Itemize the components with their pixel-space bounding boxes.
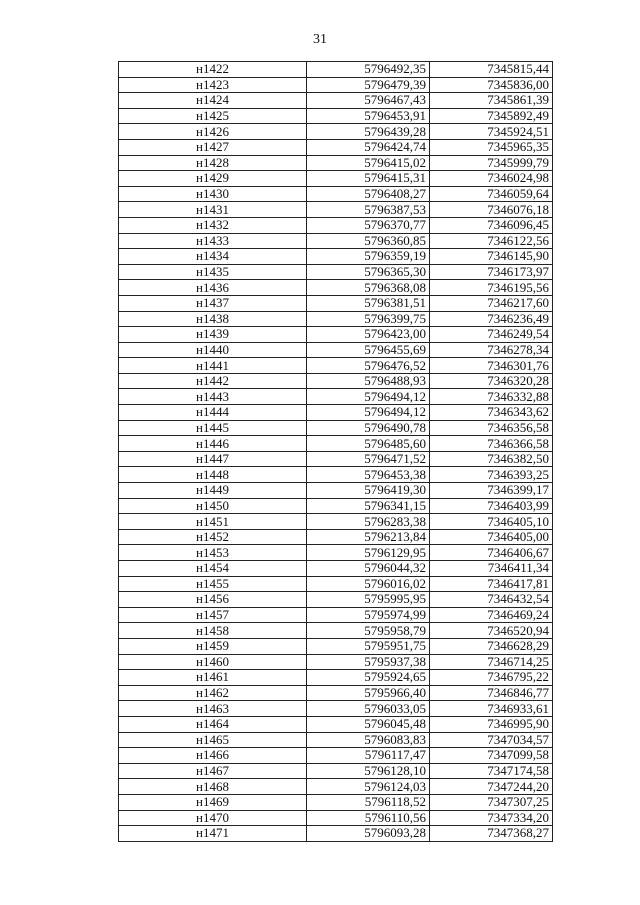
x-coordinate-cell: 5796424,74 (307, 139, 430, 155)
x-coordinate-cell: 5796370,77 (307, 217, 430, 233)
y-coordinate-cell: 7346405,10 (430, 514, 553, 530)
table-row (119, 810, 553, 826)
y-coordinate-cell: 7346933,61 (430, 701, 553, 717)
x-coordinate-cell: 5795924,65 (307, 670, 430, 686)
y-coordinate-cell: 7346520,94 (430, 623, 553, 639)
table-row (119, 311, 553, 327)
point-id-cell: н1469 (119, 794, 307, 810)
point-id-cell: н1451 (119, 514, 307, 530)
x-coordinate-cell: 5796044,32 (307, 561, 430, 577)
table-row (119, 124, 553, 140)
x-coordinate-cell: 5796118,52 (307, 794, 430, 810)
y-coordinate-cell: 7346145,90 (430, 249, 553, 265)
table-row (119, 233, 553, 249)
point-id-cell: н1464 (119, 716, 307, 732)
x-coordinate-cell: 5796365,30 (307, 264, 430, 280)
y-coordinate-cell: 7347034,57 (430, 732, 553, 748)
y-coordinate-cell: 7346995,90 (430, 716, 553, 732)
table-row (119, 155, 553, 171)
y-coordinate-cell: 7346173,97 (430, 264, 553, 280)
table-row (119, 467, 553, 483)
point-id-cell: н1438 (119, 311, 307, 327)
y-coordinate-cell: 7345924,51 (430, 124, 553, 140)
x-coordinate-cell: 5796467,43 (307, 93, 430, 109)
point-id-cell: н1431 (119, 202, 307, 218)
point-id-cell: н1435 (119, 264, 307, 280)
point-id-cell: н1430 (119, 186, 307, 202)
y-coordinate-cell: 7347368,27 (430, 826, 553, 842)
point-id-cell: н1440 (119, 342, 307, 358)
x-coordinate-cell: 5796117,47 (307, 748, 430, 764)
point-id-cell: н1442 (119, 373, 307, 389)
point-id-cell: н1437 (119, 295, 307, 311)
point-id-cell: н1458 (119, 623, 307, 639)
table-row (119, 171, 553, 187)
table-row (119, 389, 553, 405)
y-coordinate-cell: 7346403,99 (430, 498, 553, 514)
y-coordinate-cell: 7346236,49 (430, 311, 553, 327)
x-coordinate-cell: 5795951,75 (307, 638, 430, 654)
point-id-cell: н1447 (119, 451, 307, 467)
y-coordinate-cell: 7346343,62 (430, 405, 553, 421)
y-coordinate-cell: 7345836,00 (430, 77, 553, 93)
x-coordinate-cell: 5795974,99 (307, 607, 430, 623)
table-row (119, 763, 553, 779)
point-id-cell: н1453 (119, 545, 307, 561)
point-id-cell: н1424 (119, 93, 307, 109)
x-coordinate-cell: 5796476,52 (307, 358, 430, 374)
y-coordinate-cell: 7346406,67 (430, 545, 553, 561)
point-id-cell: н1463 (119, 701, 307, 717)
point-id-cell: н1432 (119, 217, 307, 233)
point-id-cell: н1457 (119, 607, 307, 623)
table-row (119, 373, 553, 389)
table-row (119, 202, 553, 218)
table-row (119, 716, 553, 732)
x-coordinate-cell: 5796128,10 (307, 763, 430, 779)
point-id-cell: н1448 (119, 467, 307, 483)
table-row (119, 342, 553, 358)
x-coordinate-cell: 5796341,15 (307, 498, 430, 514)
x-coordinate-cell: 5796368,08 (307, 280, 430, 296)
table-row (119, 514, 553, 530)
table-row (119, 654, 553, 670)
y-coordinate-cell: 7347307,25 (430, 794, 553, 810)
table-row (119, 93, 553, 109)
table-row (119, 249, 553, 265)
point-id-cell: н1461 (119, 670, 307, 686)
point-id-cell: н1466 (119, 748, 307, 764)
y-coordinate-cell: 7347334,20 (430, 810, 553, 826)
point-id-cell: н1423 (119, 77, 307, 93)
x-coordinate-cell: 5795937,38 (307, 654, 430, 670)
x-coordinate-cell: 5796387,53 (307, 202, 430, 218)
coordinates-table (118, 61, 553, 842)
point-id-cell: н1422 (119, 62, 307, 78)
point-id-cell: н1450 (119, 498, 307, 514)
y-coordinate-cell: 7346399,17 (430, 483, 553, 499)
point-id-cell: н1471 (119, 826, 307, 842)
y-coordinate-cell: 7346417,81 (430, 576, 553, 592)
point-id-cell: н1449 (119, 483, 307, 499)
table-row (119, 592, 553, 608)
table-row (119, 436, 553, 452)
x-coordinate-cell: 5796485,60 (307, 436, 430, 452)
point-id-cell: н1468 (119, 779, 307, 795)
table-row (119, 670, 553, 686)
y-coordinate-cell: 7346096,45 (430, 217, 553, 233)
y-coordinate-cell: 7346332,88 (430, 389, 553, 405)
x-coordinate-cell: 5796490,78 (307, 420, 430, 436)
y-coordinate-cell: 7346469,24 (430, 607, 553, 623)
y-coordinate-cell: 7346059,64 (430, 186, 553, 202)
table-row (119, 794, 553, 810)
table-row (119, 826, 553, 842)
x-coordinate-cell: 5796453,38 (307, 467, 430, 483)
x-coordinate-cell: 5796045,48 (307, 716, 430, 732)
y-coordinate-cell: 7346714,25 (430, 654, 553, 670)
table-row (119, 561, 553, 577)
x-coordinate-cell: 5796359,19 (307, 249, 430, 265)
x-coordinate-cell: 5796471,52 (307, 451, 430, 467)
table-row (119, 280, 553, 296)
y-coordinate-cell: 7346278,34 (430, 342, 553, 358)
table-row (119, 529, 553, 545)
point-id-cell: н1444 (119, 405, 307, 421)
x-coordinate-cell: 5796083,83 (307, 732, 430, 748)
x-coordinate-cell: 5796399,75 (307, 311, 430, 327)
x-coordinate-cell: 5795958,79 (307, 623, 430, 639)
table-row (119, 77, 553, 93)
y-coordinate-cell: 7345892,49 (430, 108, 553, 124)
x-coordinate-cell: 5796494,12 (307, 389, 430, 405)
table-row (119, 108, 553, 124)
x-coordinate-cell: 5796439,28 (307, 124, 430, 140)
point-id-cell: н1445 (119, 420, 307, 436)
x-coordinate-cell: 5796488,93 (307, 373, 430, 389)
point-id-cell: н1428 (119, 155, 307, 171)
x-coordinate-cell: 5796124,03 (307, 779, 430, 795)
x-coordinate-cell: 5796016,02 (307, 576, 430, 592)
point-id-cell: н1436 (119, 280, 307, 296)
y-coordinate-cell: 7345965,35 (430, 139, 553, 155)
table-row (119, 451, 553, 467)
table-row (119, 779, 553, 795)
x-coordinate-cell: 5796213,84 (307, 529, 430, 545)
y-coordinate-cell: 7346320,28 (430, 373, 553, 389)
y-coordinate-cell: 7346628,29 (430, 638, 553, 654)
x-coordinate-cell: 5795995,95 (307, 592, 430, 608)
x-coordinate-cell: 5796492,35 (307, 62, 430, 78)
y-coordinate-cell: 7346024,98 (430, 171, 553, 187)
table-row (119, 264, 553, 280)
y-coordinate-cell: 7346393,25 (430, 467, 553, 483)
x-coordinate-cell: 5796408,27 (307, 186, 430, 202)
table-row (119, 420, 553, 436)
table-row (119, 139, 553, 155)
x-coordinate-cell: 5796129,95 (307, 545, 430, 561)
table-row (119, 483, 553, 499)
y-coordinate-cell: 7346122,56 (430, 233, 553, 249)
y-coordinate-cell: 7345815,44 (430, 62, 553, 78)
point-id-cell: н1470 (119, 810, 307, 826)
point-id-cell: н1443 (119, 389, 307, 405)
table-row (119, 623, 553, 639)
x-coordinate-cell: 5796415,31 (307, 171, 430, 187)
point-id-cell: н1439 (119, 327, 307, 343)
x-coordinate-cell: 5796453,91 (307, 108, 430, 124)
point-id-cell: н1454 (119, 561, 307, 577)
table-row (119, 545, 553, 561)
table-row (119, 638, 553, 654)
y-coordinate-cell: 7346301,76 (430, 358, 553, 374)
x-coordinate-cell: 5796381,51 (307, 295, 430, 311)
coordinates-table-body (119, 62, 553, 842)
point-id-cell: н1426 (119, 124, 307, 140)
table-row (119, 748, 553, 764)
table-row (119, 607, 553, 623)
y-coordinate-cell: 7346366,58 (430, 436, 553, 452)
table-row (119, 685, 553, 701)
table-row (119, 186, 553, 202)
y-coordinate-cell: 7345999,79 (430, 155, 553, 171)
point-id-cell: н1429 (119, 171, 307, 187)
point-id-cell: н1425 (119, 108, 307, 124)
point-id-cell: н1455 (119, 576, 307, 592)
x-coordinate-cell: 5796093,28 (307, 826, 430, 842)
x-coordinate-cell: 5796110,56 (307, 810, 430, 826)
y-coordinate-cell: 7346195,56 (430, 280, 553, 296)
x-coordinate-cell: 5796494,12 (307, 405, 430, 421)
y-coordinate-cell: 7346356,58 (430, 420, 553, 436)
x-coordinate-cell: 5796033,05 (307, 701, 430, 717)
table-row (119, 358, 553, 374)
point-id-cell: н1446 (119, 436, 307, 452)
table-row (119, 732, 553, 748)
x-coordinate-cell: 5796423,00 (307, 327, 430, 343)
x-coordinate-cell: 5796455,69 (307, 342, 430, 358)
y-coordinate-cell: 7346405,00 (430, 529, 553, 545)
page-number: 31 (313, 32, 327, 47)
y-coordinate-cell: 7346846,77 (430, 685, 553, 701)
x-coordinate-cell: 5796419,30 (307, 483, 430, 499)
y-coordinate-cell: 7347174,58 (430, 763, 553, 779)
y-coordinate-cell: 7346382,50 (430, 451, 553, 467)
point-id-cell: н1462 (119, 685, 307, 701)
point-id-cell: н1459 (119, 638, 307, 654)
y-coordinate-cell: 7346076,18 (430, 202, 553, 218)
y-coordinate-cell: 7345861,39 (430, 93, 553, 109)
x-coordinate-cell: 5796360,85 (307, 233, 430, 249)
y-coordinate-cell: 7347244,20 (430, 779, 553, 795)
point-id-cell: н1465 (119, 732, 307, 748)
point-id-cell: н1467 (119, 763, 307, 779)
x-coordinate-cell: 5796283,38 (307, 514, 430, 530)
table-row (119, 217, 553, 233)
point-id-cell: н1441 (119, 358, 307, 374)
point-id-cell: н1460 (119, 654, 307, 670)
table-row (119, 701, 553, 717)
x-coordinate-cell: 5796415,02 (307, 155, 430, 171)
y-coordinate-cell: 7346217,60 (430, 295, 553, 311)
x-coordinate-cell: 5796479,39 (307, 77, 430, 93)
point-id-cell: н1456 (119, 592, 307, 608)
point-id-cell: н1452 (119, 529, 307, 545)
point-id-cell: н1434 (119, 249, 307, 265)
y-coordinate-cell: 7346795,22 (430, 670, 553, 686)
y-coordinate-cell: 7346411,34 (430, 561, 553, 577)
table-row (119, 295, 553, 311)
table-row (119, 405, 553, 421)
point-id-cell: н1433 (119, 233, 307, 249)
table-row (119, 62, 553, 78)
y-coordinate-cell: 7346432,54 (430, 592, 553, 608)
x-coordinate-cell: 5795966,40 (307, 685, 430, 701)
y-coordinate-cell: 7346249,54 (430, 327, 553, 343)
y-coordinate-cell: 7347099,58 (430, 748, 553, 764)
table-row (119, 576, 553, 592)
table-row (119, 327, 553, 343)
table-row (119, 498, 553, 514)
point-id-cell: н1427 (119, 139, 307, 155)
